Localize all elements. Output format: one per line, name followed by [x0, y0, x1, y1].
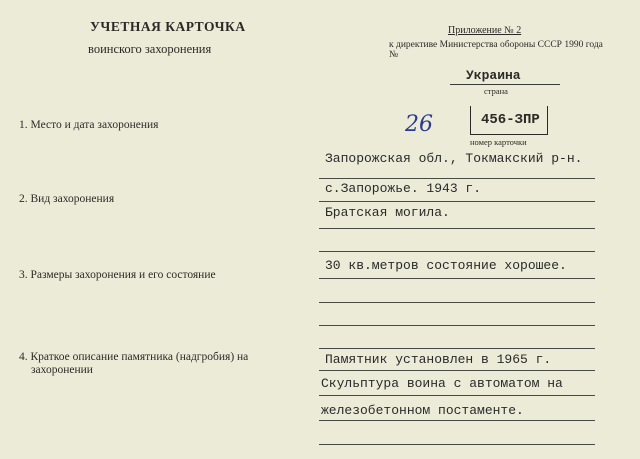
field-2-rule-2	[319, 228, 595, 229]
field-2-rule-1	[319, 201, 595, 202]
field-3-rule-1	[319, 278, 595, 279]
field-3-rule-4	[319, 348, 595, 349]
field-1-line-2: с.Запорожье. 1943 г.	[325, 181, 482, 196]
field-2-label: 2. Вид захоронения	[19, 193, 115, 205]
field-4-rule-4	[319, 444, 595, 445]
field-3-rule-3	[319, 325, 595, 326]
field-4-rule-1	[319, 370, 595, 371]
directive-text: к директиве Министерства обороны СССР 1990 года №	[389, 40, 603, 60]
field-3-rule-2	[319, 302, 595, 303]
field-1-line-1: Запорожская обл., Токмакский р-н.	[325, 151, 583, 166]
field-4-label-line-2: захоронении	[31, 364, 93, 376]
country-caption: страна	[484, 86, 508, 96]
field-4-rule-2	[319, 395, 595, 396]
card-number: 456-ЗПР	[481, 112, 540, 128]
field-1-label: 1. Место и дата захоронения	[19, 119, 159, 131]
field-4-line-3: железобетонном постаменте.	[321, 403, 524, 418]
field-3-line-1: 30 кв.метров состояние хорошее.	[325, 258, 567, 273]
appendix-label: Приложение № 2	[448, 25, 522, 36]
field-4-label-line-1: 4. Краткое описание памятника (надгробия) на	[19, 351, 249, 363]
card-subtitle: воинского захоронения	[88, 42, 212, 56]
field-2-rule-3	[319, 251, 595, 252]
card-number-caption: номер карточки	[470, 137, 527, 147]
field-4-line-1: Памятник установлен в 1965 г.	[325, 352, 552, 367]
field-4-rule-3	[319, 420, 595, 421]
country-underline	[450, 84, 560, 85]
field-4-line-2: Скульптура воина с автоматом на	[321, 376, 563, 391]
country-value: Украина	[466, 68, 521, 83]
field-3-label: 3. Размеры захоронения и его состояние	[19, 269, 216, 281]
card-title: УЧЕТНАЯ КАРТОЧКА	[90, 19, 246, 34]
field-2-line-1: Братская могила.	[325, 205, 450, 220]
handwritten-number: 26	[405, 112, 433, 137]
field-1-rule-1	[319, 178, 595, 179]
